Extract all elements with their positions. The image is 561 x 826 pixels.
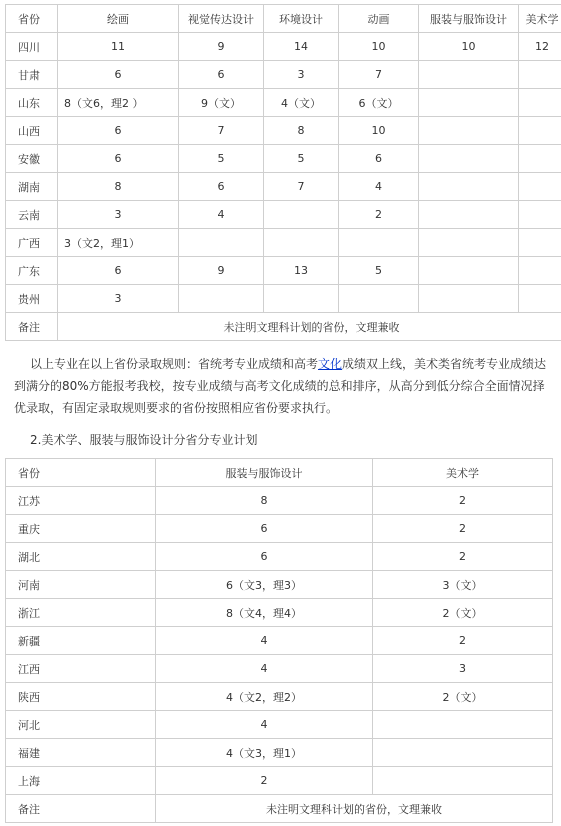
value-cell: 3: [373, 655, 553, 683]
value-cell: 9: [179, 257, 264, 285]
table-row: [6, 655, 553, 683]
value-cell: [373, 767, 553, 795]
province-cell: 上海: [6, 767, 156, 795]
province-cell: 云南: [6, 201, 58, 229]
value-cell: 3（文）: [373, 571, 553, 599]
province-cell: 广西: [6, 229, 58, 257]
value-cell: 7: [179, 117, 264, 145]
province-cell: 山东: [6, 89, 58, 117]
province-cell: 河北: [6, 711, 156, 739]
province-cell: 重庆: [6, 515, 156, 543]
value-cell: 2: [373, 487, 553, 515]
value-cell: [339, 229, 419, 257]
value-cell: 3（文2，理1）: [58, 229, 179, 257]
value-cell: 6（文）: [339, 89, 419, 117]
value-cell: [419, 229, 519, 257]
value-cell: 6: [58, 257, 179, 285]
table-row: [6, 229, 561, 257]
table-row: [6, 173, 561, 201]
value-cell: [519, 117, 561, 145]
value-cell: 4: [179, 201, 264, 229]
value-cell: 2: [373, 627, 553, 655]
table-row: [6, 683, 553, 711]
column-header: 美术学: [519, 5, 561, 33]
value-cell: 2: [373, 543, 553, 571]
value-cell: 4: [156, 711, 373, 739]
value-cell: 9（文）: [179, 89, 264, 117]
value-cell: 8: [156, 487, 373, 515]
culture-link[interactable]: 文化: [318, 357, 343, 371]
value-cell: [264, 285, 339, 313]
value-cell: 11: [58, 33, 179, 61]
province-cell: 新疆: [6, 627, 156, 655]
table-row: [6, 739, 553, 767]
value-cell: 7: [264, 173, 339, 201]
value-cell: [419, 201, 519, 229]
table-row: [6, 117, 561, 145]
province-cell: 河南: [6, 571, 156, 599]
value-cell: 3: [58, 285, 179, 313]
value-cell: 8: [264, 117, 339, 145]
province-cell: 江西: [6, 655, 156, 683]
value-cell: [339, 285, 419, 313]
table-row: [6, 543, 553, 571]
column-header: 省份: [6, 5, 58, 33]
value-cell: 6（文3，理3）: [156, 571, 373, 599]
column-header: 环境设计: [264, 5, 339, 33]
table-row: [6, 767, 553, 795]
admission-rules-paragraph: [14, 353, 550, 419]
value-cell: 14: [264, 33, 339, 61]
province-cell: 湖北: [6, 543, 156, 571]
value-cell: 4（文）: [264, 89, 339, 117]
value-cell: [419, 285, 519, 313]
note-row: [6, 313, 561, 341]
value-cell: 5: [179, 145, 264, 173]
value-cell: [179, 285, 264, 313]
value-cell: 6: [58, 117, 179, 145]
province-cell: 贵州: [6, 285, 58, 313]
province-cell: 四川: [6, 33, 58, 61]
note-text: 未注明文理科计划的省份，文理兼收: [156, 795, 553, 823]
header-row: [6, 459, 553, 487]
value-cell: 13: [264, 257, 339, 285]
column-header: 服装与服饰设计: [156, 459, 373, 487]
value-cell: [419, 173, 519, 201]
value-cell: [519, 257, 561, 285]
province-cell: 浙江: [6, 599, 156, 627]
province-cell: 广东: [6, 257, 58, 285]
value-cell: 2（文）: [373, 683, 553, 711]
value-cell: [519, 89, 561, 117]
value-cell: [419, 61, 519, 89]
note-label: 备注: [6, 313, 58, 341]
value-cell: [519, 285, 561, 313]
value-cell: [373, 711, 553, 739]
section-heading: 2.美术学、服装与服饰设计分省分专业计划: [30, 433, 258, 447]
province-cell: 福建: [6, 739, 156, 767]
value-cell: 4（文3，理1）: [156, 739, 373, 767]
province-cell: 山西: [6, 117, 58, 145]
value-cell: 8（文6，理2 ）: [58, 89, 179, 117]
value-cell: 4: [156, 627, 373, 655]
value-cell: [419, 89, 519, 117]
value-cell: 2: [156, 767, 373, 795]
column-header: 动画: [339, 5, 419, 33]
value-cell: 10: [419, 33, 519, 61]
value-cell: 12: [519, 33, 561, 61]
value-cell: 8（文4，理4）: [156, 599, 373, 627]
table-row: [6, 89, 561, 117]
note-row: [6, 795, 553, 823]
province-cell: 陕西: [6, 683, 156, 711]
value-cell: 2（文）: [373, 599, 553, 627]
table-row: [6, 145, 561, 173]
value-cell: 4（文2，理2）: [156, 683, 373, 711]
value-cell: [264, 201, 339, 229]
value-cell: [519, 201, 561, 229]
value-cell: [264, 229, 339, 257]
value-cell: 6: [58, 145, 179, 173]
table-row: [6, 257, 561, 285]
province-cell: 甘肃: [6, 61, 58, 89]
header-row: [6, 5, 561, 33]
value-cell: [179, 229, 264, 257]
table-row: [6, 285, 561, 313]
value-cell: [419, 117, 519, 145]
value-cell: 8: [58, 173, 179, 201]
table-row: [6, 711, 553, 739]
value-cell: 7: [339, 61, 419, 89]
rules-text-before-link: 以上专业在以上省份录取规则：省统考专业成绩和高考: [30, 357, 319, 371]
rules-text-after-link: 成绩双上线，美术类省统考专业成绩达到满分的80%方能报考我校，按专业成绩与高考文化成绩的总和排序，从高分到低分综合全面情况择优录取，有固定录取规则要求的省份按照相应省份要求执行。: [14, 357, 547, 415]
column-header: 视觉传达设计: [179, 5, 264, 33]
province-cell: 江苏: [6, 487, 156, 515]
column-header: 服装与服饰设计: [419, 5, 519, 33]
table-row: [6, 33, 561, 61]
province-cell: 湖南: [6, 173, 58, 201]
value-cell: [419, 257, 519, 285]
value-cell: 6: [58, 61, 179, 89]
value-cell: 10: [339, 117, 419, 145]
table-row: [6, 515, 553, 543]
value-cell: 5: [339, 257, 419, 285]
province-cell: 安徽: [6, 145, 58, 173]
value-cell: 3: [264, 61, 339, 89]
plan-table-1: [5, 4, 561, 341]
table-row: [6, 61, 561, 89]
table-row: [6, 201, 561, 229]
column-header: 绘画: [58, 5, 179, 33]
value-cell: [419, 145, 519, 173]
value-cell: 2: [339, 201, 419, 229]
value-cell: [519, 173, 561, 201]
value-cell: 3: [58, 201, 179, 229]
value-cell: [519, 145, 561, 173]
value-cell: 9: [179, 33, 264, 61]
value-cell: [373, 739, 553, 767]
column-header: 美术学: [373, 459, 553, 487]
plan-table-2: [5, 458, 553, 823]
column-header: 省份: [6, 459, 156, 487]
value-cell: 6: [179, 173, 264, 201]
value-cell: 4: [156, 655, 373, 683]
value-cell: 2: [373, 515, 553, 543]
table-row: [6, 627, 553, 655]
value-cell: 6: [156, 515, 373, 543]
value-cell: 10: [339, 33, 419, 61]
value-cell: 6: [156, 543, 373, 571]
value-cell: 6: [339, 145, 419, 173]
value-cell: 6: [179, 61, 264, 89]
value-cell: [519, 61, 561, 89]
note-text: 未注明文理科计划的省份，文理兼收: [58, 313, 561, 341]
value-cell: [519, 229, 561, 257]
value-cell: 5: [264, 145, 339, 173]
table-row: [6, 487, 553, 515]
note-label: 备注: [6, 795, 156, 823]
table-row: [6, 571, 553, 599]
value-cell: 4: [339, 173, 419, 201]
table-row: [6, 599, 553, 627]
